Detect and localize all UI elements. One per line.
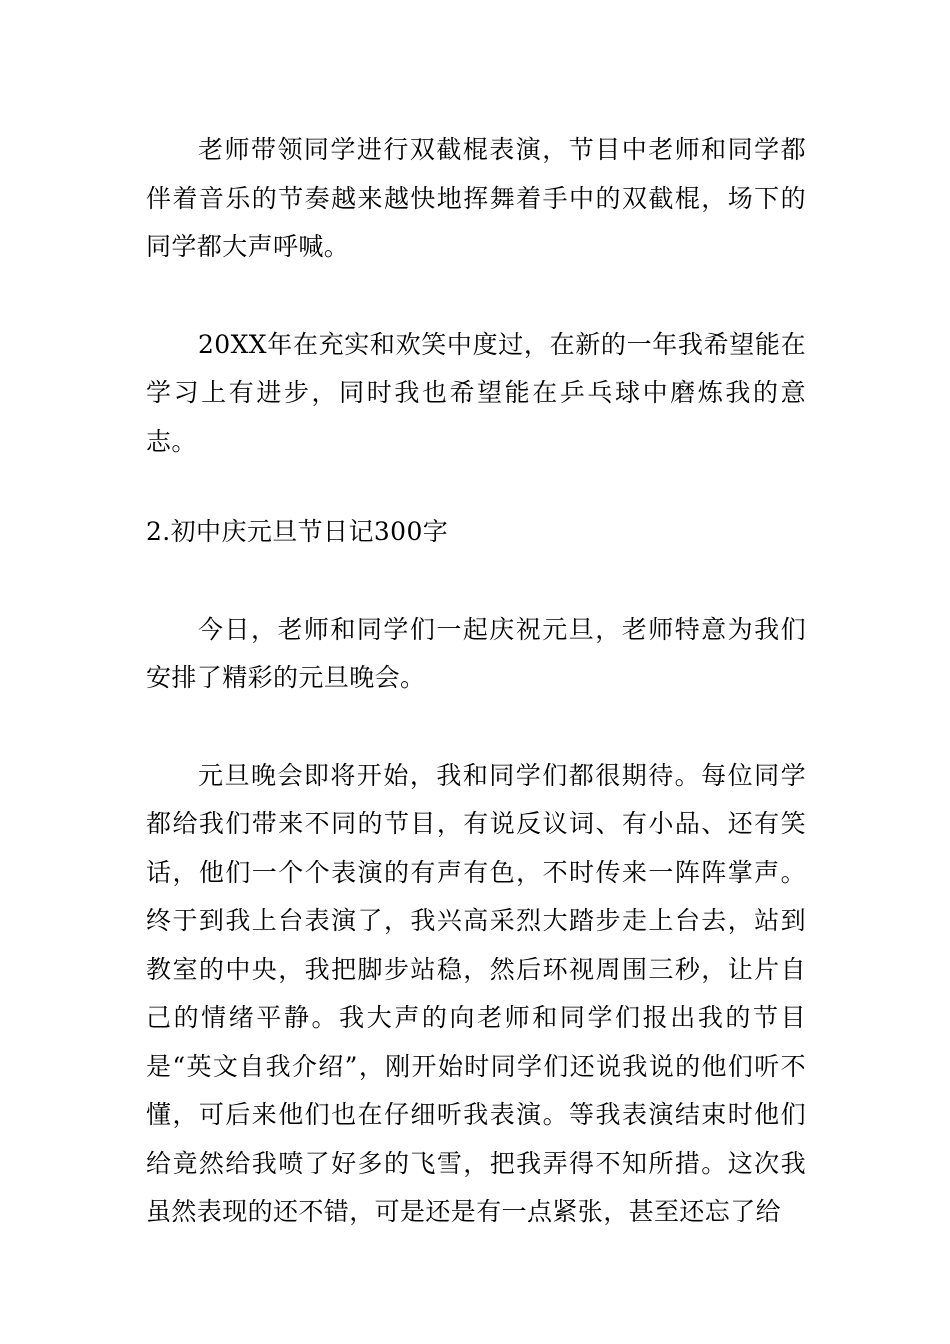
paragraph-new-year-hope: 20XX年在充实和欢笑中度过，在新的一年我希望能在学习上有进步，同时我也希望能在乒乓球中磨炼我的意志。 <box>146 329 806 456</box>
paragraph-party-performance: 元旦晚会即将开始，我和同学们都很期待。每位同学都给我们带来不同的节目，有说反议词、有小品、还有笑话，他们一个个表演的有声有色，不时传来一阵阵掌声。终于到我上台表演了，我兴高采烈大踏步走上台去，站到教室的中央，我把脚步站稳，然后环视周围三秒，让片自己的情绪平静。我大声的向老师和同学们报出我的节目是“英文自我介绍”，刚开始时同学们还说我说的他们听不懂，可后来他们也在仔细听我表演。等我表演结束时他们给竟然给我喷了好多的飞雪，把我弄得不知所措。这次我虽然表现的还不错，可是还是有一点紧张，甚至还忘了给 <box>146 760 806 1226</box>
section-heading: 2.初中庆元旦节日记300字 <box>146 517 449 546</box>
paragraph-nunchaku-performance: 老师带领同学进行双截棍表演，节目中老师和同学都伴着音乐的节奏越来越快地挥舞着手中的双截棍，场下的同学都大声呼喊。 <box>146 135 806 261</box>
paragraph-celebration-intro: 今日，老师和同学们一起庆祝元旦，老师特意为我们安排了精彩的元旦晚会。 <box>146 614 806 692</box>
document-body <box>146 126 806 1237</box>
